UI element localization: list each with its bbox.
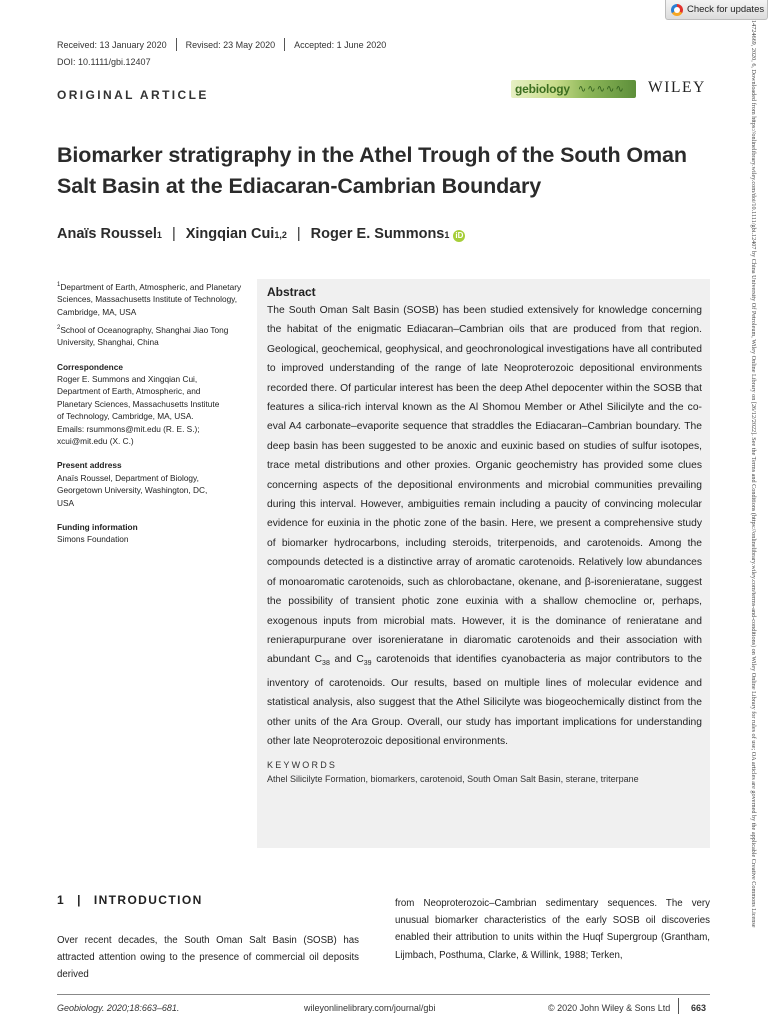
- body-text-left: Over recent decades, the South Oman Salt Basin (SOSB) has attracted attention owing to the presence of commercial oil deposits derived: [57, 935, 359, 981]
- affiliation: [57, 279, 247, 318]
- journal-logo-text: gebiology: [515, 82, 570, 96]
- doi[interactable]: DOI: 10.1111/gbi.12407: [57, 57, 151, 67]
- abstract-text: [267, 301, 702, 751]
- date-divider: [176, 38, 177, 51]
- section-pipe: |: [77, 893, 82, 907]
- affiliation: [57, 322, 247, 349]
- revised-date: Revised: 23 May 2020: [185, 39, 276, 50]
- author-name[interactable]: Anaïs Roussel: [57, 226, 157, 242]
- body-text-right: from Neoproterozoic–Cambrian sedimentary sequences. The very unusual biomarker characteristics of the early SOSB oil discoveries enabled their attribution to units within the Huqf Supergroup (Grantham, Lijmbach, Posthuma, Clarke, & Willink, 1988; Terken,: [395, 898, 710, 961]
- abstract-panel: [257, 279, 710, 848]
- download-notice-text: 14724669, 2020, 6, Downloaded from https://onlinelibrary.wiley.com/doi/10.1111/gbi.12407 by China University Of Petroleum, Wiley Online Library on [26/12/2022]. See the Terms and Conditions (https://onlinelibrary.wiley.com/terms-and-conditions) on Wiley Online Library for rules of use; OA articles are governed by the applicable Creative Commons License: [750, 20, 757, 928]
- author-divider: |: [296, 226, 301, 242]
- affiliation-marker: 1: [57, 282, 61, 288]
- correspondence-line: Planetary Sciences, Massachusetts Institute: [57, 398, 220, 409]
- correspondence-label: Correspondence: [57, 361, 123, 372]
- publication-dates: [57, 38, 386, 51]
- section-heading: [57, 893, 203, 907]
- accepted-date: Accepted: 1 June 2020: [294, 39, 387, 50]
- keywords-heading: KEYWORDS: [267, 760, 338, 771]
- author-affiliation-marker: 1: [444, 230, 450, 240]
- author-list: [57, 226, 465, 242]
- abstract-heading: Abstract: [267, 285, 316, 299]
- section-title: INTRODUCTION: [93, 893, 203, 907]
- funding-label: Funding information: [57, 522, 138, 533]
- crossmark-icon: [671, 4, 683, 16]
- page-number: 663: [691, 1003, 707, 1013]
- present-address-label: Present address: [57, 460, 122, 471]
- correspondence-line: Roger E. Summons and Xingqian Cui,: [57, 373, 198, 384]
- affiliation-marker: 2: [57, 324, 61, 331]
- publisher-logo: WILEY: [648, 79, 706, 96]
- footer-copyright: © 2020 John Wiley & Sons Ltd: [548, 1003, 671, 1013]
- present-address-line: Anaïs Roussel, Department of Biology,: [57, 472, 199, 483]
- author-affiliation-marker: 1,2: [274, 230, 287, 240]
- journal-logo: [511, 80, 636, 98]
- article-title: Biomarker stratigraphy in the Athel Trough of the South Oman Salt Basin at the Ediacaran-Cambrian Boundary: [57, 143, 687, 198]
- section-number: 1: [57, 893, 66, 907]
- abstract-text-part: and: [329, 654, 357, 666]
- footer-page-divider: [678, 998, 679, 1014]
- date-divider: [284, 38, 285, 51]
- article-info-column: [57, 279, 247, 546]
- affiliation-text: Department of Earth, Atmospheric, and Planetary Sciences, Massachusetts Institute of Technology, Cambridge, MA, USA: [57, 281, 242, 317]
- check-for-updates-button[interactable]: [665, 0, 768, 20]
- author-name[interactable]: Xingqian Cui: [185, 226, 275, 242]
- c38-label: C: [314, 654, 323, 666]
- author-name[interactable]: Roger E. Summons: [310, 226, 445, 242]
- footer-citation: Geobiology. 2020;18:663–681.: [57, 1003, 180, 1013]
- download-notice-sidebar: [748, 20, 768, 1020]
- c39-subscript: 39: [363, 660, 372, 668]
- affiliation-text: School of Oceanography, Shanghai Jiao Tong University, Shanghai, China: [57, 324, 229, 348]
- correspondence-line: Department of Earth, Atmospheric, and: [57, 386, 201, 397]
- correspondence-email-line[interactable]: Emails: rsummons@mit.edu (R. E. S.);: [57, 423, 200, 434]
- keywords-text: Athel Silicilyte Formation, biomarkers, carotenoid, South Oman Salt Basin, sterane, triterpane: [267, 774, 639, 785]
- footer-divider: [57, 994, 710, 995]
- author-affiliation-marker: 1: [156, 230, 162, 240]
- abstract-text-part: The South Oman Salt Basin (SOSB) has been studied extensively for knowledge concerning the habitat of the enigmatic Ediacaran–Cambrian oils that are produced from that region. Geological, geochemical, geophysical, and geochronological investigations have all contributed to improved understanding of the range of late Neoproterozoic depositional environments recorded there. Of particular interest has been the deep Athel depocenter within the SOSB that features a silica-rich interval known as the Al Shomou Member or Athel Silicilyte and the co-eval A4 carbonate–evaporite sequence that straddles the Ediacaran–Cambrian boundary. The deep basin has been suggested to be anoxic and euxinic based on studies of sulfur isotopes, trace metal distributions and other proxies. Organic geochemistry has provided some clues concerning aspects of the depositional environments and microbial communities prevailing during this interval. However, ambiguities remain including a paucity of convincing molecular evidence for euxinia in the photic zone of the basin. Here, we present a comprehensive study of biomarker hydrocarbons, including steroids, triterpenoids, and carotenoids. Among the compounds detected is a distinctive array of aromatic carotenoids. Relatively low abundances of monoaromatic carotenoids, such as chlorobactane, okenane, and β-isorenieratane, suggest the possibility of transient photic zone euxinia with a shallow chemocline or, perhaps, exogenous inputs from microbial mats. However, it is the dominance of renieratane and renierapurpurane over isorenieratane in diaromatic carotenoids and their association with abundant: [267, 305, 702, 666]
- article-type: ORIGINAL ARTICLE: [57, 88, 209, 102]
- correspondence-email-line[interactable]: xcui@mit.edu (X. C.): [57, 436, 134, 446]
- correspondence-line: of Technology, Cambridge, MA, USA.: [57, 411, 194, 422]
- orcid-icon[interactable]: iD: [455, 231, 464, 240]
- c38-subscript: 38: [322, 660, 330, 668]
- present-address-line: Georgetown University, Washington, DC,: [57, 485, 208, 496]
- c39-label: C: [356, 654, 364, 666]
- funding-text: Simons Foundation: [57, 534, 129, 545]
- author-divider: |: [171, 226, 176, 242]
- journal-logo-decoration-icon: ∿∿∿∿∿: [577, 83, 625, 95]
- present-address-line: USA: [57, 497, 75, 508]
- check-for-updates-label: Check for updates: [687, 4, 765, 15]
- footer-url[interactable]: wileyonlinelibrary.com/journal/gbi: [304, 1003, 436, 1013]
- abstract-text-part: carotenoids that identifies cyanobacteria as major contributors to the inventory of carotenoids. Our results, based on multiple lines of molecular evidence and statistical analysis, also suggest that the Athel Silicilyte was biogeochemically distinct from the other units of the Ara Group. Overall, our study has important implications for understanding other late Neoproterozoic depositional environments.: [267, 654, 702, 747]
- received-date: Received: 13 January 2020: [57, 39, 167, 50]
